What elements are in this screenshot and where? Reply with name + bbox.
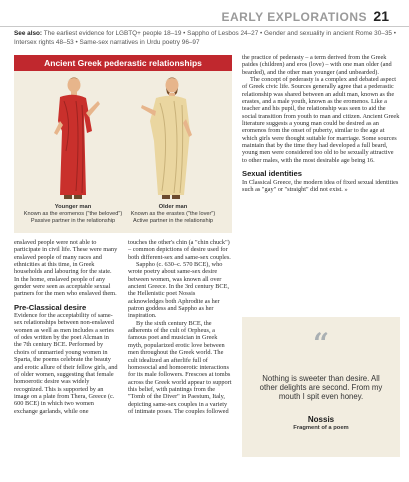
figure-title: Ancient Greek pederastic relationships — [44, 58, 202, 68]
quote-author: Nossis — [307, 415, 335, 424]
quote-mark-icon: “ — [312, 327, 330, 360]
older-man-caption — [122, 204, 224, 225]
younger-man-caption — [22, 204, 124, 225]
subheading-sexual-identities: Sexual identities — [242, 169, 302, 179]
quote-source: Fragment of a poem — [293, 425, 349, 431]
page-header — [0, 0, 409, 26]
header-divider — [0, 26, 409, 27]
paragraph: By the sixth century BCE, the adherents of the cult of Orpheus, a famous poet and musician in Greek myth, popularized erotic love between men throughout the Greek world. The cult idealized an afterlife full of homosocial and homoerotic interactions for its male followers. Frescoes at tombs across the Greek world appear to support this belief, with paintings from the "Tomb of the Diver" in Paestum, Italy, depicting same-sex couples in a variety of intimate poses. The couples followed — [128, 319, 232, 415]
paragraph: Sappho (c. 630–c. 570 BCE), who wrote poetry about same-sex desire between women, was known all over ancient Greece. In the 3rd century BCE, the Hellenistic poet Nossis acknowledges both Aphrodite as her patron goddess and Sappho as her inspiration. — [128, 261, 230, 320]
paragraph: the practice of pederasty – a term derived from the Greek paides (children) and eros (love) – with one man older (and bearded), and the other man younger (and unbearded). — [242, 54, 392, 76]
older-man-name: Older man — [158, 204, 188, 210]
see-also-text: The earliest evidence for LGBTQ+ people 18–19 • Sappho of Lesbos 24–27 • Gender and sexuality in ancient Rome 30–35 • Intersex rights 48–53 • Same-sex narratives in Urdu poetry 96–97 — [14, 30, 396, 46]
pederasty-figure — [14, 55, 232, 233]
see-also-label: See also: — [14, 30, 43, 37]
subheading-pre-classical: Pre-Classical desire — [14, 302, 87, 312]
body-column-3 — [242, 54, 400, 193]
paragraph: touches the other's chin (a "chin chuck") – common depictions of desire used for both different-sex and same-sex couples. — [128, 239, 231, 261]
paragraph: enslaved people were not able to participate in civil life. These were many enslaved people of many races and ethnicities at this time, in Greek households and labouring for the state. In the home, enslaved people of any gender were seen as acceptable sexual partners for the men who enslaved them. — [14, 239, 118, 298]
pull-quote — [242, 317, 400, 457]
see-also-line — [14, 30, 399, 47]
older-man-description: Active partner in the relationship — [133, 218, 213, 224]
quote-text: Nothing is sweeter than desire. All other delights are second. From my mouth I spit even honey. — [259, 374, 383, 402]
younger-man-name: Younger man — [54, 204, 92, 210]
younger-man-role: Known as the eromenos ("the beloved") — [23, 211, 123, 217]
younger-man-illustration — [54, 78, 100, 200]
page-number: 21 — [373, 8, 389, 24]
body-column-2 — [128, 239, 232, 415]
younger-man-description: Passive partner in the relationship — [30, 218, 116, 224]
body-column-1 — [14, 239, 118, 415]
paragraph: Evidence for the acceptability of same-sex relationships between non-enslaved women as well as men includes a series of odes written by the poet Alcman in the 7th century BCE. Performed by choirs of unmarried young women in Sparta, the poems celebrate the beauty and erotic allure of their fellow girls, and of older women, suggesting that female homoerotic desire was widely recognized. This is supported by an image on a plate from Thera, Greece (c. 600 BCE) in which two women exchange garlands, while one — [14, 312, 118, 415]
paragraph: In Classical Greece, the modern idea of fixed sexual identities such as "gay" or "straight" did not exist. » — [242, 178, 399, 193]
figure-illustration — [14, 71, 232, 203]
older-man-role: Known as the erastes ("the lover") — [130, 211, 216, 217]
older-man-illustration — [141, 78, 192, 200]
section-title: EARLY EXPLORATIONS — [221, 10, 367, 24]
paragraph: The concept of pederasty is a complex and debated aspect of Greek civic life. Sources generally agree that a pederastic relationship was shared between an adult man, known as the erastes, and a male youth, known as the eromenos. Like a teacher and his pupil, the relationship was seen to aid the social transition from youth to man and citizen. Ancient Greek literature suggests a young man could be desired as an eromenos from the onset of puberty, similar to the age at which girls were thought suitable for marriage. Some sources maintain that by the time they had developed a full beard, young men were considered too old to be sexually attractive to other males, with the most desirable age being 16. — [242, 76, 400, 164]
